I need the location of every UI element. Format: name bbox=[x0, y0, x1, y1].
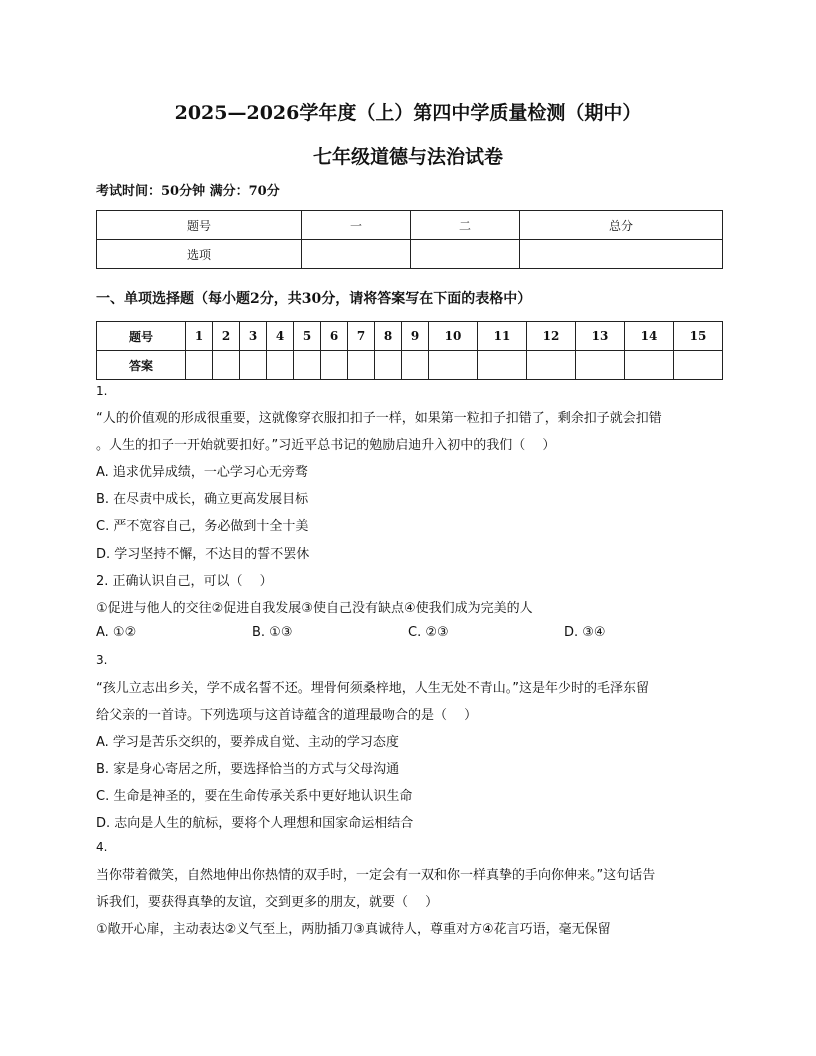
table-cell: 1 bbox=[186, 322, 213, 351]
table-cell: 题号 bbox=[97, 322, 186, 351]
question-number: 1. bbox=[96, 384, 108, 398]
option-text: C. 严不宽容自己，务必做到十全十美 bbox=[96, 519, 309, 534]
table-cell: 总分 bbox=[520, 211, 723, 240]
answer-cell[interactable] bbox=[213, 351, 240, 380]
table-cell: 7 bbox=[348, 322, 375, 351]
table-cell[interactable] bbox=[302, 240, 411, 269]
question-stem: “孩儿立志出乡关，学不成名誓不还。埋骨何须桑梓地，人生无处不青山。”这是年少时的毛泽东留 bbox=[96, 681, 649, 696]
option-text: A. 学习是苦乐交织的，要养成自觉、主动的学习态度 bbox=[96, 735, 399, 750]
table-cell: 11 bbox=[478, 322, 527, 351]
option-text: B. ①③ bbox=[252, 625, 293, 640]
answer-cell[interactable] bbox=[674, 351, 723, 380]
answer-cell[interactable] bbox=[267, 351, 294, 380]
option-text: C. ②③ bbox=[408, 625, 449, 640]
answer-cell[interactable] bbox=[576, 351, 625, 380]
section-heading: 一、单项选择题（每小题2分，共30分，请将答案写在下面的表格中） bbox=[96, 291, 532, 307]
option-text: A. ①② bbox=[96, 625, 137, 640]
option-text: A. 追求优异成绩，一心学习心无旁骛 bbox=[96, 465, 308, 480]
answer-cell[interactable] bbox=[429, 351, 478, 380]
question-number: 2. 正确认识自己，可以（ ） bbox=[96, 574, 273, 589]
answer-cell[interactable] bbox=[402, 351, 429, 380]
score-table bbox=[96, 210, 723, 269]
table-row bbox=[97, 211, 723, 240]
answer-cell[interactable] bbox=[478, 351, 527, 380]
table-cell[interactable] bbox=[411, 240, 520, 269]
table-cell: 15 bbox=[674, 322, 723, 351]
table-cell: 13 bbox=[576, 322, 625, 351]
exam-info: 考试时间：50分钟 满分：70分 bbox=[96, 184, 280, 199]
table-cell: 4 bbox=[267, 322, 294, 351]
question-number: 3. bbox=[96, 653, 108, 667]
option-text: D. ③④ bbox=[564, 625, 606, 640]
answer-cell[interactable] bbox=[348, 351, 375, 380]
table-cell: 一 bbox=[302, 211, 411, 240]
question-stem: “人的价值观的形成很重要，这就像穿衣服扣扣子一样，如果第一粒扣子扣错了，剩余扣子就会扣错 bbox=[96, 411, 662, 426]
question-stem: ①敞开心扉，主动表达②义气至上，两肋插刀③真诚待人，尊重对方④花言巧语，毫无保留 bbox=[96, 922, 611, 937]
answer-cell[interactable] bbox=[625, 351, 674, 380]
table-cell: 10 bbox=[429, 322, 478, 351]
answer-cell[interactable] bbox=[294, 351, 321, 380]
answer-cell[interactable] bbox=[186, 351, 213, 380]
exam-title: 2025—2026学年度（上）第四中学质量检测（期中） bbox=[174, 102, 642, 124]
table-cell: 答案 bbox=[97, 351, 186, 380]
question-stem: 当你带着微笑，自然地伸出你热情的双手时，一定会有一双和你一样真挚的手向你伸来。”这句话告 bbox=[96, 868, 656, 883]
table-cell: 选项 bbox=[97, 240, 302, 269]
answer-cell[interactable] bbox=[375, 351, 402, 380]
answer-cell[interactable] bbox=[321, 351, 348, 380]
table-cell: 14 bbox=[625, 322, 674, 351]
option-text: D. 志向是人生的航标，要将个人理想和国家命运相结合 bbox=[96, 816, 414, 831]
table-cell[interactable] bbox=[520, 240, 723, 269]
table-cell: 9 bbox=[402, 322, 429, 351]
question-stem: 。人生的扣子一开始就要扣好。”习近平总书记的勉励启迪升入初中的我们（ ） bbox=[96, 438, 556, 453]
table-row bbox=[97, 322, 723, 351]
option-text: C. 生命是神圣的，要在生命传承关系中更好地认识生命 bbox=[96, 789, 413, 804]
exam-subtitle: 七年级道德与法治试卷 bbox=[312, 146, 503, 168]
option-text: D. 学习坚持不懈，不达目的誓不罢休 bbox=[96, 547, 310, 562]
answer-cell[interactable] bbox=[527, 351, 576, 380]
answer-table bbox=[96, 321, 723, 380]
option-text: B. 家是身心寄居之所，要选择恰当的方式与父母沟通 bbox=[96, 762, 400, 777]
question-stem: 诉我们，要获得真挚的友谊，交到更多的朋友，就要（ ） bbox=[96, 895, 439, 910]
table-cell: 5 bbox=[294, 322, 321, 351]
table-cell: 2 bbox=[213, 322, 240, 351]
question-stem: 给父亲的一首诗。下列选项与这首诗蕴含的道理最吻合的是（ ） bbox=[96, 708, 478, 723]
question-stem: ①促进与他人的交往②促进自我发展③使自己没有缺点④使我们成为完美的人 bbox=[96, 601, 533, 616]
table-cell: 二 bbox=[411, 211, 520, 240]
answer-cell[interactable] bbox=[240, 351, 267, 380]
table-cell: 8 bbox=[375, 322, 402, 351]
option-text: B. 在尽责中成长，确立更高发展目标 bbox=[96, 492, 309, 507]
table-cell: 3 bbox=[240, 322, 267, 351]
table-row bbox=[97, 351, 723, 380]
question-number: 4. bbox=[96, 840, 108, 854]
table-row bbox=[97, 240, 723, 269]
table-cell: 题号 bbox=[97, 211, 302, 240]
table-cell: 12 bbox=[527, 322, 576, 351]
table-cell: 6 bbox=[321, 322, 348, 351]
